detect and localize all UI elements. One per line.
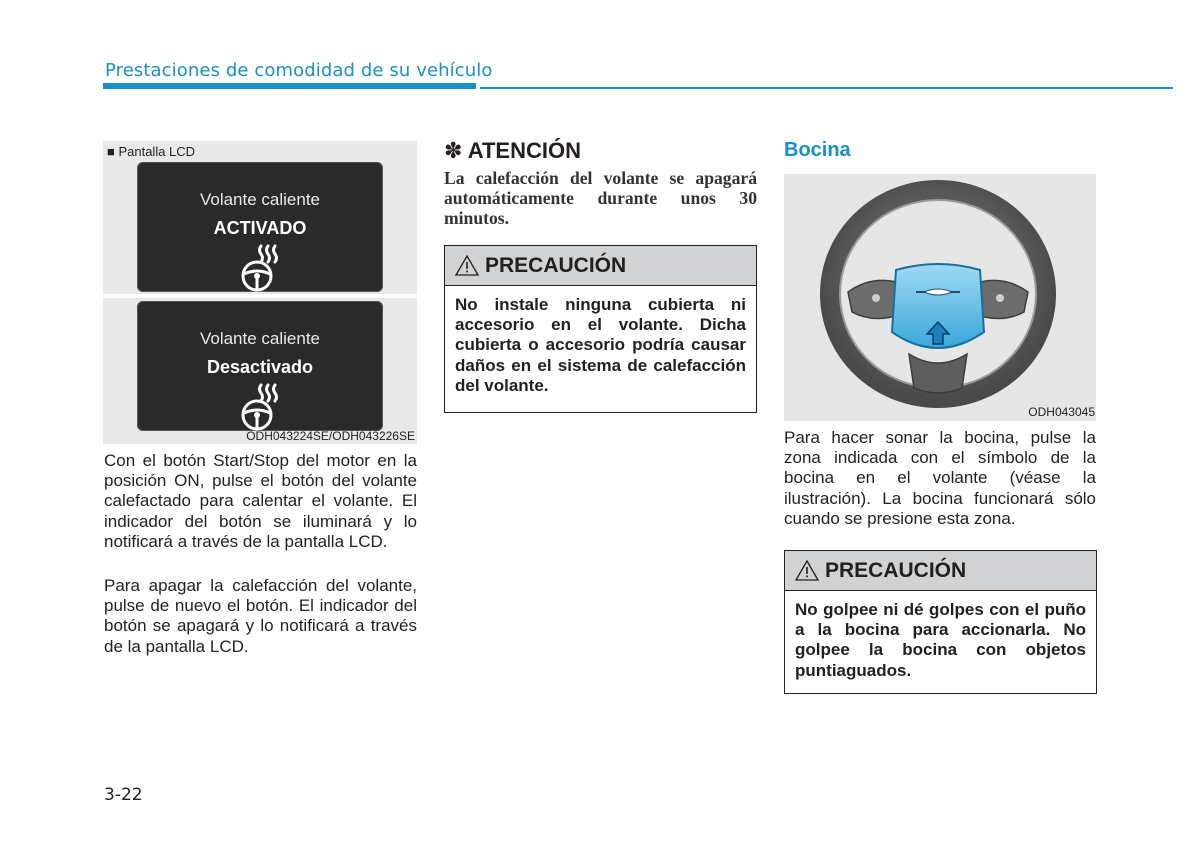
- lcd-screen-on: [137, 162, 383, 292]
- heated-steering-wheel-icon: [237, 381, 287, 433]
- attention-text: La calefacción del volante se apagará automáticamente durante unos 30 minutos.: [444, 168, 757, 228]
- section-title: Prestaciones de comodidad de su vehículo: [105, 60, 493, 81]
- caution-header: [785, 551, 1096, 591]
- warning-triangle-icon: [795, 560, 819, 581]
- figure-caption: ■ Pantalla LCD: [107, 144, 196, 159]
- steering-wheel-figure: [784, 174, 1096, 421]
- lcd-screen-title: Volante caliente: [199, 190, 321, 209]
- caution-title: PRECAUCIÓN: [825, 558, 967, 582]
- page-number: 3-22: [104, 785, 143, 805]
- header-rule-thick: [103, 83, 476, 89]
- caution-header: [445, 246, 756, 286]
- lcd-screen-status: ACTIVADO: [213, 218, 307, 238]
- figure-code: ODH043224SE/ODH043226SE: [246, 429, 415, 443]
- paragraph-horn: Para hacer sonar la bocina, pulse la zona indicada con el símbolo de la bocina en el volante (véase la ilustración). La bocina funcionará sólo cuando se presione esta zona.: [784, 428, 1096, 528]
- lcd-screen-status: Desactivado: [206, 357, 314, 377]
- figure-divider: [103, 294, 417, 298]
- caution-text: No instale ninguna cubierta ni accesorio en el volante. Dicha cubierta o accesorio podría causar daños en el sistema de calefacción del volante.: [455, 295, 746, 395]
- caution-title: PRECAUCIÓN: [485, 253, 627, 277]
- caution-box: [784, 550, 1097, 694]
- figure-code: ODH043045: [1028, 405, 1095, 419]
- caution-text: No golpee ni dé golpes con el puño a la bocina para accionarla. No golpee la bocina con objetos puntiaguados.: [795, 600, 1086, 680]
- horn-title: Bocina: [784, 139, 851, 161]
- lcd-screen-off: [137, 301, 383, 431]
- paragraph-activate: Con el botón Start/Stop del motor en la posición ON, pulse el botón del volante calefactado para calentar el volante. El indicador del botón se iluminará y lo notificará a través de la pantalla LCD.: [104, 451, 417, 551]
- attention-title: ✽ ATENCIÓN: [444, 138, 581, 163]
- paragraph-deactivate: Para apagar la calefacción del volante, pulse de nuevo el botón. El indicador del botón se apagará y lo notificará a través de la pantalla LCD.: [104, 576, 417, 656]
- lcd-screen-title: Volante caliente: [199, 329, 321, 348]
- steering-wheel-illustration: [784, 174, 1096, 421]
- caution-box: [444, 245, 757, 413]
- warning-triangle-icon: [455, 255, 479, 276]
- lcd-figure: [103, 141, 417, 444]
- heated-steering-wheel-icon: [237, 242, 287, 294]
- header-rule-thin: [480, 87, 1173, 89]
